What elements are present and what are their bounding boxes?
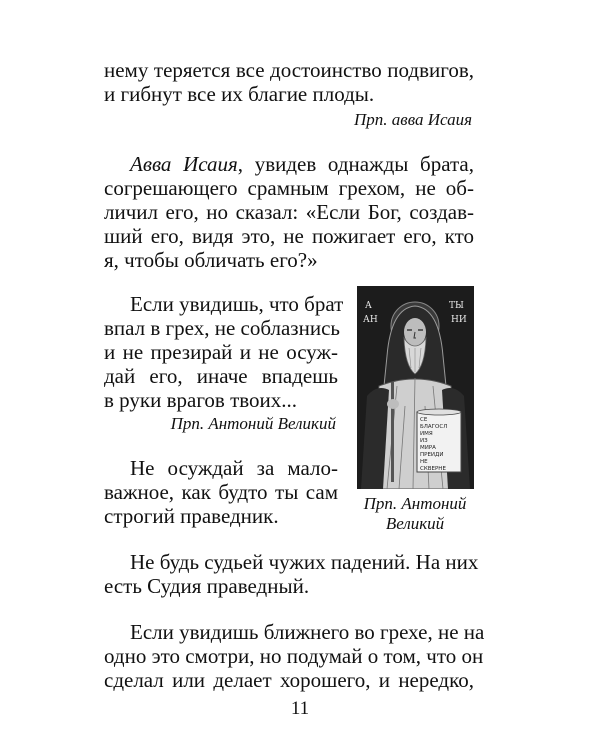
text-line: сделал или делает хорошего, и нередко, <box>104 668 474 692</box>
text-line: дай его, иначе впадешь <box>104 364 338 388</box>
text-line: нему теряется все достоинство подвигов, <box>104 58 474 82</box>
scroll-text: ПРЕИДИ <box>420 452 444 458</box>
text-line: Не будь судьей чужих падений. На них <box>130 550 479 574</box>
text-fragment: , увидев однажды брата, <box>237 152 474 176</box>
text-line: ший его, видя это, не пожигает его, кто <box>104 224 474 248</box>
text-line: Если увидишь, что брат <box>130 292 344 316</box>
icon-inscription: АН <box>363 315 378 325</box>
icon-inscription: А <box>365 301 372 311</box>
text-line: важное, как будто ты сам <box>104 480 338 504</box>
page-number: 11 <box>290 698 310 719</box>
scroll-text: СЕ <box>420 417 428 423</box>
icon-inscription: ТЫ <box>449 301 464 311</box>
text-line: впал в грех, не соблазнись <box>104 316 340 340</box>
scroll-text: НЕ <box>420 459 428 465</box>
saint-figure-icon <box>357 286 474 489</box>
scroll-text: МИРА <box>420 445 436 451</box>
icon-caption-line: Великий <box>385 514 445 533</box>
icon-inscription: НИ <box>451 315 467 325</box>
attribution: Прп. авва Исаия <box>354 110 472 129</box>
name-emphasis: Авва Исаия <box>130 152 238 176</box>
text-line: согрешающего срамным грехом, не об- <box>104 176 474 200</box>
icon-caption-line: Прп. Антоний <box>363 494 467 513</box>
text-line: есть Судия праведный. <box>104 574 310 598</box>
text-line: я, чтобы обличать его?» <box>104 248 318 272</box>
text-line: и не презирай и не осуж- <box>104 340 338 364</box>
scroll-text: ИМЯ <box>420 431 433 437</box>
saint-icon-illustration <box>357 286 474 489</box>
scroll-text: БЛАГОСЛ <box>420 424 448 430</box>
text-line <box>130 152 474 176</box>
text-line: одно это смотри, но подумай о том, что он <box>104 644 484 668</box>
scroll-text: ИЗ <box>420 438 428 444</box>
text-line: личил его, но сказал: «Если Бог, создав- <box>104 200 474 224</box>
text-line: строгий праведник. <box>104 504 279 528</box>
text-line: Не осуждай за мало- <box>130 456 338 480</box>
text-line: Если увидишь ближнего во грехе, не на <box>130 620 485 644</box>
scroll-text: СКВЕРНЕ <box>420 466 446 472</box>
text-line: в руки врагов твоих... <box>104 388 298 412</box>
text-line: и гибнут все их благие плоды. <box>104 82 375 106</box>
attribution: Прп. Антоний Великий <box>170 414 336 433</box>
